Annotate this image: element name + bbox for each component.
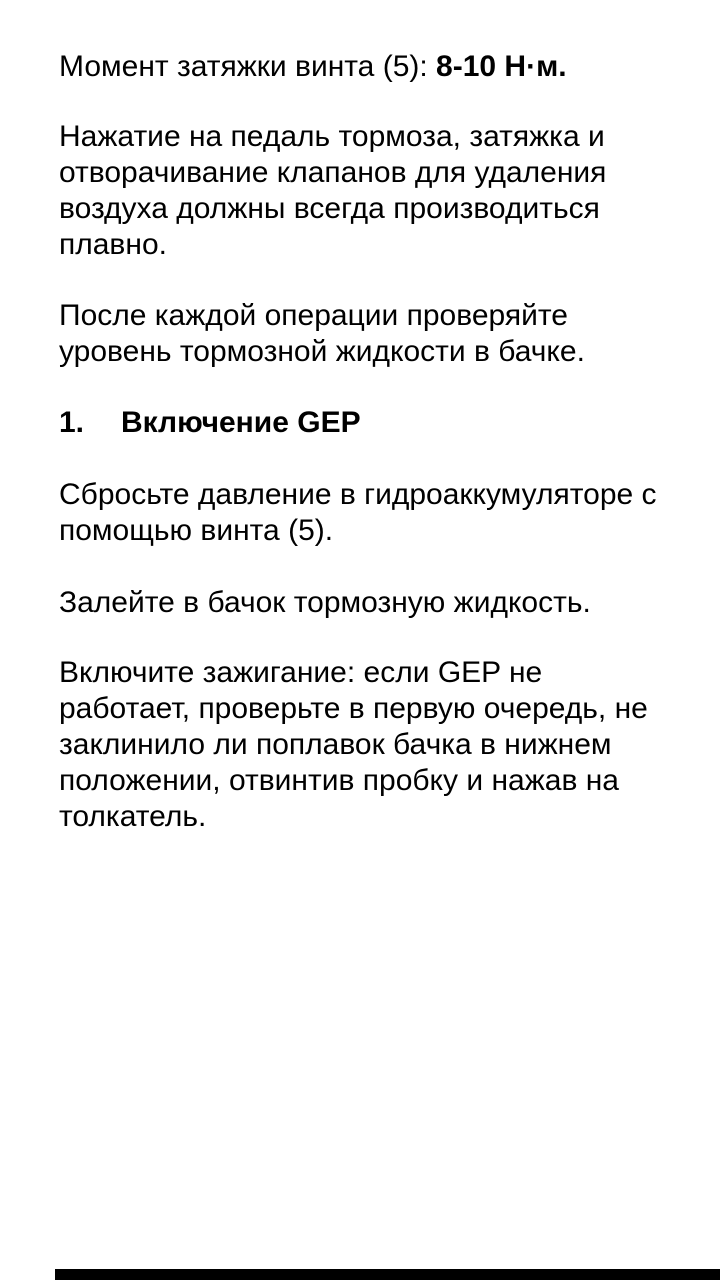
section-title: Включение GEP (121, 406, 361, 439)
section-number: 1. (59, 406, 85, 439)
section-heading (59, 405, 361, 441)
fluid-check-paragraph: После каждой операции проверяйте уровень тормозной жидкости в бачке. (59, 299, 585, 368)
bottom-divider (55, 1269, 720, 1280)
fluid-fill-paragraph: Залейте в бачок тормозную жидкость. (59, 586, 591, 619)
torque-spec-paragraph (59, 49, 709, 85)
smooth-operation-paragraph: Нажатие на педаль тормоза, затяжка и отворачивание клапанов для удаления воздуха должны всегда производиться плавно. (59, 120, 607, 261)
torque-spec-text: Момент затяжки винта (5): (59, 50, 437, 83)
torque-spec-value: 8-10 Н·м. (436, 50, 567, 83)
pressure-release-paragraph: Сбросьте давление в гидроаккумуляторе с помощью винта (5). (59, 478, 657, 547)
ignition-paragraph: Включите зажигание: если GEP не работает, проверьте в первую очередь, не заклинило ли поплавок бачка в нижнем положении, отвинтив пробку и нажав на толкатель. (59, 656, 648, 833)
